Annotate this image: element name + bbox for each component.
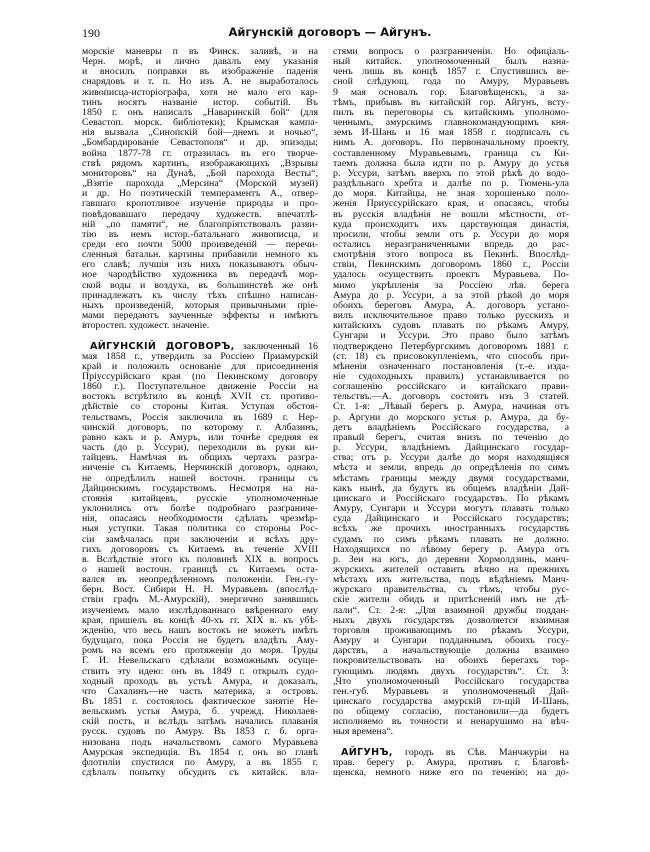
text-line: среди его почти 5000 произведеній — перечи- — [82, 238, 318, 250]
text-line: в. Вслѣдствіе этого къ половинѣ XIX в. вопросъ — [82, 553, 318, 565]
text-line: въ русскія владѣнія не вошли мѣстности, от- — [333, 208, 569, 220]
text-line: исполняемо въ точности и ненарушимо на вѣч- — [333, 716, 569, 728]
text-line: куда происходитъ ихъ царствующая династія, — [333, 218, 569, 230]
text-line: русск. судовъ по Амуру. Въ 1853 г. б. орга- — [82, 726, 318, 738]
text-line: просили, чтобы земли отъ р. Уссури до моря — [333, 228, 569, 240]
text-line: всѣхъ же прочихъ иностранныхъ государствъ — [333, 523, 569, 535]
text-line: снарядовъ и т. п. Но изъ А. не выработалось — [82, 76, 318, 88]
right-column — [333, 47, 569, 778]
text-line: Пріуссурійскаго края (по Пекинскому договору — [82, 371, 318, 382]
text-line: Сунгари и Уссури. Это право было затѣмъ — [333, 330, 569, 342]
text-line: „Что уполномоченный Россійскаго государства — [333, 675, 569, 687]
text-line: и вносилъ поправки въ изображеніе паденія — [82, 66, 318, 78]
text-line: жденію, что весь нашъ востокъ не можетъ имѣть — [82, 624, 318, 636]
text-line: Ст. 1-я: „Лѣвый берегъ р. Амура, начиная отъ — [333, 401, 569, 413]
text-line: Амурская экспедиція. Въ 1854 г. онъ во главѣ — [82, 746, 318, 758]
text-line: раздѣльнаго хребта и далѣе по р. Тюмень-ула — [333, 178, 569, 190]
text-line: уклонились отъ болѣе подробнаго разграниче- — [82, 503, 318, 515]
text-line: торговля проживающимъ по рѣкамъ Уссури, — [333, 624, 569, 636]
text-line: гихъ договоровъ съ Китаемъ въ теченіе XVIII — [82, 543, 318, 555]
text-line: ства; отъ р. Уссури далѣе до моря находящіяся — [333, 452, 569, 464]
text-line: земъ И-Шань и 16 мая 1858 г. подписалъ съ — [333, 127, 569, 139]
text-line: р. Зеи на югъ, до деревни Хормолдзинь, манч- — [333, 553, 569, 565]
text-line: „Взятіе парохода „Мерсина“ (Морской музей) — [82, 178, 318, 190]
text-line: лали“. Ст. 2-я: „Для взаимной дружбы поддан- — [333, 604, 569, 616]
text-line: журскихъ жителей оставить вѣчно на прежнихъ — [333, 563, 569, 575]
text-line: „Бомбардированіе Севастополя“ и др. эпизоды; — [82, 137, 318, 149]
text-line: мѣстахъ ихъ жительства, подъ вѣдѣніемъ Манч- — [333, 574, 569, 586]
article-heading: АЙГУНЪ, — [341, 746, 393, 758]
text-line: до моря. Китайцы, не зная хорошенько поло- — [333, 188, 569, 200]
text-line: стями вопросъ о разграниченіи. Но офиціаль- — [333, 46, 569, 57]
text-line: журскаго правительства, съ тѣмъ, чтобы рус- — [333, 584, 569, 596]
text-line: остались неразграниченными впредь до рас- — [333, 238, 569, 250]
text-line: война 1877-78 гг. отразилась въ его творче- — [82, 147, 318, 159]
text-line: 9 мая основалъ гор. Благовѣщенскъ, а за- — [333, 86, 569, 98]
text-line: удалось осуществить проектъ Муравьева. По- — [333, 269, 569, 281]
text-line: Г. И. Невельскаго сдѣлали возможнымъ осуще- — [82, 655, 318, 667]
text-line: чинскій договоръ, по которому г. Албазинъ, — [82, 421, 318, 433]
text-line: нія, опасаясь необходимости сдѣлать чрезмѣр- — [82, 513, 318, 525]
text-line: дарствъ, а начальствующіе должны взаимно — [333, 645, 569, 657]
running-title: Айгунскій договоръ — Айгунъ. — [228, 25, 432, 39]
text-line: судамъ по симъ рѣкамъ плавать не должно. — [333, 533, 569, 545]
text-line: какъ нынѣ, да будутъ въ общемъ владѣніи Дай- — [333, 482, 569, 494]
text-line: живописца-исторіографа, хотя не мало его кар- — [82, 86, 318, 98]
text-line: Амура до р. Уссури, а за этой рѣкой до моря — [333, 289, 569, 301]
text-line: р. Уссури, затѣмъ вверхъ по этой рѣкѣ до водо- — [333, 167, 569, 179]
text-line: второстеп. художест. значеніе. — [82, 320, 210, 332]
text-line: Черн. морѣ, и лично давалъ ему указанія — [82, 56, 318, 68]
text-line: сдѣлалъ попытку обсудить съ китайск. вла- — [82, 767, 318, 779]
text-line: ныя уступки. Такая политика со стороны Рос- — [82, 523, 318, 535]
text-line: стоянія китайцевъ, русскіе уполномоченные — [82, 492, 318, 504]
text-line: берн. Вост. Сибири Н. Н. Муравьевъ (впослѣд- — [82, 584, 318, 596]
text-line: его славѣ; лучшія изъ нихъ показываютъ обыч- — [82, 259, 318, 271]
text-line: гавшаго кропотливое изученіе природы и про- — [82, 198, 318, 210]
text-line: вельскимъ устья Амура, б. учрежд. Николаев- — [82, 706, 318, 718]
text-line: тайцевъ. Намѣчая въ общихъ чертахъ разгра- — [82, 452, 318, 464]
text-line: 1860 г.). Поступательное движеніе Россіи на — [82, 381, 318, 393]
text-line: пилъ въ переговоры съ китайскимъ уполномо- — [333, 106, 569, 118]
text-line: тію въ немъ истор.-батальнаго живописца, и — [82, 228, 318, 240]
text-line: ромъ на всемъ его протяженіи до моря. Труды — [82, 645, 318, 657]
text-line: ходный проходъ въ устьѣ Амура, и доказалъ, — [82, 675, 318, 687]
text-line: тельствъ.—А. договоръ состоитъ изъ 3 статей. — [333, 391, 569, 403]
text-line: принадлежатъ къ числу тѣхъ спѣшно написан- — [82, 289, 318, 301]
text-line: край и положилъ основаніе для присоединенія — [82, 360, 318, 372]
text-line: нимъ А. договоръ. По первоначальному проекту, — [333, 137, 569, 149]
text-line: что Сахалинъ—не часть материка, а островъ. — [82, 685, 318, 697]
text-line: подтверждено Петербургскимъ договоромъ 1881 г. — [333, 340, 569, 352]
text-line: цинскаго и Россійскаго государствъ. По рѣкамъ — [333, 492, 569, 504]
text-line: повѣдовавшаго передачу художеств. впечатлѣ- — [82, 208, 318, 220]
text-line: ченъ лишь въ концѣ 1857 г. Спустившись ве- — [333, 66, 569, 78]
text-line: цинскаго государства амурскій гл-щій И-Шань, — [333, 696, 569, 707]
text-line: мѣненія означеннаго постановленія (т.-е. изда- — [333, 360, 569, 372]
text-line: не опредѣлилъ нашей восточн. границы съ — [82, 472, 318, 484]
article-heading: АЙГУНСКІЙ ДОГОВОРЪ, — [90, 340, 235, 352]
text-line: мѣста и земли, впредь до опредѣленія по симъ — [333, 462, 569, 474]
text-line: суда Дайцинскаго и Россійскаго государствъ; — [333, 513, 569, 525]
text-line: ній „по памяти“, не благопріятствовалъ разви- — [82, 218, 318, 230]
text-line: (ст. 18) съ присовокупленіемъ, что способъ при- — [333, 350, 569, 362]
text-line: ской воды и воздуха, въ большинствѣ же онѣ — [82, 279, 318, 291]
article-text: городъ въ Сѣв. Манчжуріи на — [392, 746, 569, 758]
text-line: мимо укрѣпленія за Россіею лѣв. берега — [333, 279, 569, 291]
text-line: тельствамъ, Россія заключила въ 1689 г. Нер- — [82, 411, 318, 423]
text-line: р. Аргуни до морского устья р. Амура, да бу- — [333, 411, 569, 423]
text-line: низована подъ начальствомъ самого Муравьева — [82, 736, 318, 748]
text-line: флотиліи спустился по Амуру, а въ 1855 г. — [82, 756, 318, 768]
text-line: и др. Но поэтическій темпераментъ А., отвер- — [82, 188, 318, 200]
text-line: сной слѣдующ. года по Амуру, Муравьевъ — [333, 76, 569, 88]
text-line: Дайцинскимъ государствомъ. Несмотря на на- — [82, 482, 318, 494]
text-line: Севастоп. морск. библіотеки); Крымская кампа- — [82, 117, 318, 129]
text-line: Амуру, Сунгари и Уссури могутъ плавать только — [333, 503, 569, 515]
text-line: ген.-губ. Муравьевъ и уполномоченный Дай- — [333, 685, 569, 697]
text-line: тинъ носятъ названіе истор. событій. Въ — [82, 96, 318, 108]
text-line: правый берегъ, считая внизъ по теченію до — [333, 431, 569, 443]
text-line: составленному Муравьевымъ, граница съ Ки- — [333, 147, 569, 159]
text-line: смотрѣнія этого вопроса въ Пекинѣ. Впослѣд- — [333, 249, 569, 261]
text-line: ный китайск. уполномоченный былъ назна- — [333, 56, 569, 68]
text-line: ныя времена“. — [333, 726, 394, 738]
text-line: покровительствовать на обоихъ берегахъ тор- — [333, 655, 569, 667]
text-line: ныхъ произведеній, которыя привычными пріе- — [82, 299, 318, 311]
text-line: морскіе маневры п въ Финск. заливѣ, и на — [82, 46, 318, 57]
text-line: обоихъ береговъ Амура, А. договоръ устано- — [333, 299, 569, 311]
text-line: ниченіе съ Китаемъ, Нерчинскій договоръ, однако, — [82, 462, 318, 474]
text-line: вался въ неопредѣленномъ положеніи. Ген.-гу- — [82, 574, 318, 586]
text-line: китайскихъ судовъ плавать по рѣкамъ Амуру, — [333, 320, 569, 332]
text-line: вилъ исключительное право только русскихъ и — [333, 310, 569, 322]
text-line: мами передаютъ заученные эффекты и имѣютъ — [82, 310, 318, 322]
text-line: ченнымъ, амурскимъ главнокомандующимъ кня- — [333, 117, 569, 129]
text-line: ное чародѣйство художника въ передачѣ мор- — [82, 269, 318, 281]
text-line: ствіи, Пекинскимъ договоромъ 1860 г., Россіи — [333, 259, 569, 271]
text-line: мониторовъ“ на Дунаѣ, „Бой парохода Весты“, — [82, 167, 318, 179]
text-line: равно какъ и р. Амуръ, или точнѣе средняя ея — [82, 431, 318, 443]
text-line: детъ владѣніемъ Россійскаго государства, а — [333, 421, 569, 433]
left-column — [82, 47, 318, 778]
text-line: сленныя батальн. картины прибавили немного къ — [82, 249, 318, 261]
text-line: сіи замѣчалась при заключеніи и всѣхъ дру- — [82, 533, 318, 545]
text-line: скій постъ, и вслѣдъ затѣмъ начались плаванія — [82, 716, 318, 728]
text-line: скіе жители обидъ и притѣсненій имъ не дѣ- — [333, 594, 569, 606]
text-line: дѣйствіе со стороны Китая. Уступая обстоя- — [82, 401, 318, 413]
text-line: изученіемъ мало изслѣдованнаго ввѣреннаго ему — [82, 604, 318, 616]
text-line: востокъ встрѣтило въ концѣ XVII ст. противо- — [82, 391, 318, 403]
text-line: края, пришелъ въ концѣ 40-хъ гг. XIX в. къ убѣ- — [82, 614, 318, 626]
page-number: 190 — [82, 26, 100, 40]
text-line: нія вызвала „Синопскій бой—днемъ и ночью“, — [82, 127, 318, 139]
text-line: ствѣ рядомъ картинъ, изображающихъ „Взрывы — [82, 157, 318, 169]
text-line: Находящихся по лѣвому берегу р. Амура отъ — [333, 543, 569, 555]
text-line: 1850 г. онъ написалъ „Наваринскій бой“ (для — [82, 106, 318, 118]
text-line: о нашей восточн. границѣ съ Китаемъ оста- — [82, 563, 318, 575]
text-line: гующимъ людямъ двухъ государствъ“. Ст. 3: — [333, 665, 569, 677]
text-line: мая 1858 г., утвердилъ за Россіею Приамурскій — [82, 350, 318, 362]
text-line: ныхъ двухъ государствъ дозволяется взаимная — [333, 614, 569, 626]
text-line: часть (до р. Уссури), переходили въ руки ки- — [82, 442, 318, 454]
text-line: щенска, немного ниже его по теченію; на до- — [333, 767, 569, 779]
text-line: р. Уссури, владѣніемъ Дайцинскаго государ- — [333, 442, 569, 454]
text-line: женія Приуссурійскаго края, и опасаясь, чтобы — [333, 198, 569, 210]
text-line: соглашенію россійскаго и китайскаго прави- — [333, 381, 569, 393]
text-line: ствіи графъ М.-Амурскій), энергично занявшись — [82, 594, 318, 606]
text-line: по общему согласію, постановили—да будетъ — [333, 706, 569, 718]
text-line: ніе судоходныхъ правилъ) устанавливается по — [333, 371, 569, 382]
text-line: ствить эту идею: онъ въ 1849 г. открылъ судо- — [82, 665, 318, 677]
text-line: таемъ должна была идти по р. Амуру до устья — [333, 157, 569, 169]
text-line: прав. берегу р. Амура, противъ г. Благовѣ- — [333, 756, 569, 768]
text-line: мѣстамъ границы между двумя государствами, — [333, 472, 569, 484]
text-line: будущаго, пока Россія не будетъ владѣть Аму- — [82, 635, 318, 647]
text-line: тѣмъ, прибывъ въ китайскій гор. Айгунъ, всту- — [333, 96, 569, 108]
text-line: Въ 1851 г. состоялось фактическое занятіе Не- — [82, 696, 318, 707]
article-text: заключенный 16 — [234, 340, 318, 352]
text-line: Амуру и Сунгари подданнымъ обоихъ госу- — [333, 635, 569, 647]
